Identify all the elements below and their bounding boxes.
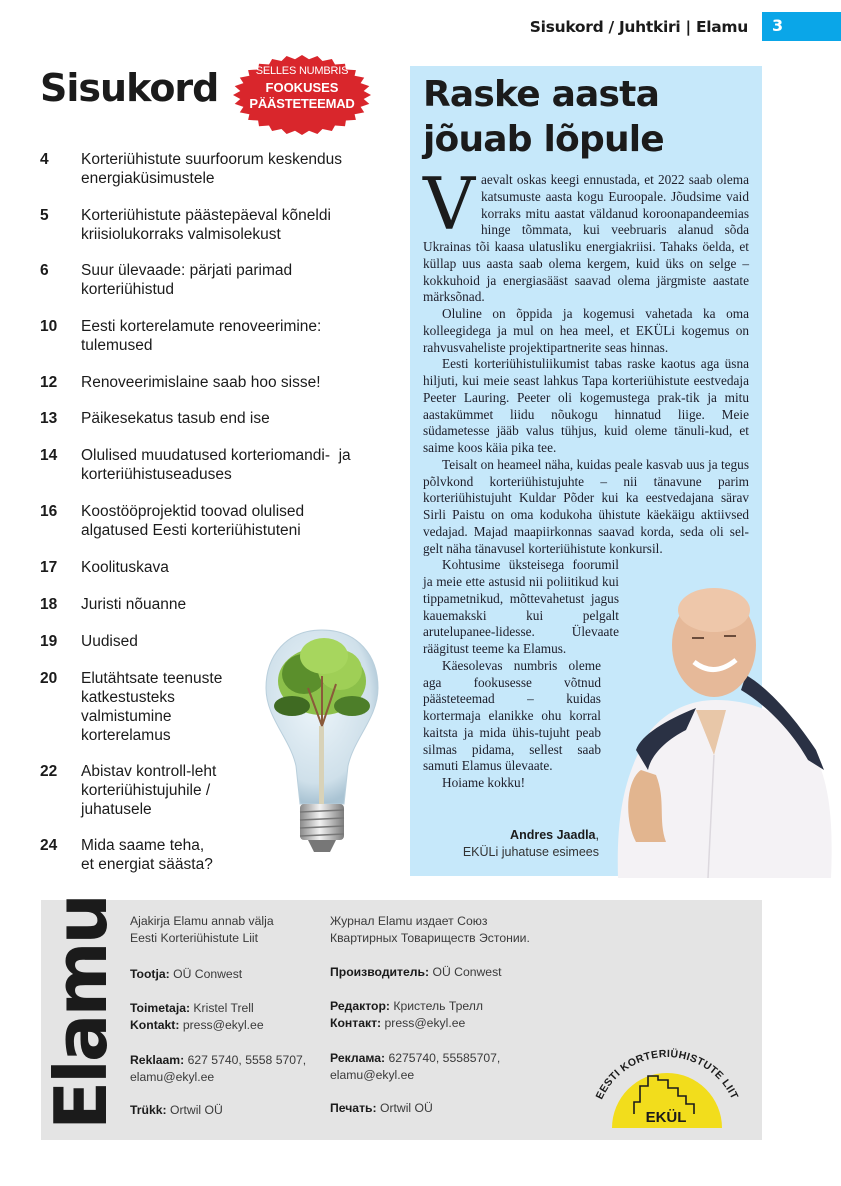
ads-line: Реклама: 6275740, 55585707,	[330, 1051, 501, 1065]
toc-item[interactable]	[40, 261, 385, 299]
editorial-title: Raske aasta jõuab lõpule	[423, 74, 664, 160]
focus-badge	[232, 54, 372, 136]
toc-label: Korteriühistute suurfoorum keskendus energiaküsimustele	[81, 151, 343, 187]
drop-cap: V	[423, 162, 475, 246]
publisher-line: Журнал Elamu издает Союз	[330, 914, 488, 928]
editorial-paragraph: Käesolevas numbris oleme aga fookusesse võtnud päästeteemad – kuidas kortermaja elanikke ohu korral kaitsta ja mida ühis-tujuht peab silmas pidama, sellest saab samuti Elamus ülevaate.	[423, 657, 601, 774]
toc-label: Suur ülevaade: pärjati parimad korteriühistud	[81, 262, 293, 298]
badge-line-3: PÄÄSTETEEMAD	[249, 96, 355, 111]
ekyl-arc-text: EESTI KORTERIÜHISTUTE LIIT	[593, 1047, 741, 1102]
editorial-paragraph: Hoiame kokku!	[442, 775, 526, 790]
signature-role: EKÜLi juhatuse esimees	[462, 845, 599, 859]
toc-item[interactable]	[40, 373, 385, 392]
toc-item[interactable]	[40, 150, 385, 188]
toc-item[interactable]	[40, 409, 385, 428]
publisher-line: Квартирных Товариществ Эстонии.	[330, 931, 530, 945]
toc-page: 13	[40, 410, 58, 427]
toc-page: 17	[40, 559, 58, 576]
toc-label: Koostööprojektid toovad olulised algatused Eesti korteriühistuteni	[81, 503, 305, 539]
toc-page: 16	[40, 503, 58, 520]
toc-page: 22	[40, 763, 58, 780]
toc-page: 5	[40, 207, 49, 224]
toc-label: Uudised	[81, 633, 138, 650]
toc-item[interactable]	[40, 206, 385, 244]
toc-item[interactable]	[40, 502, 385, 540]
running-head: Sisukord / Juhtkiri | Elamu	[529, 18, 748, 36]
producer-line: Tootja: OÜ Conwest	[130, 967, 243, 981]
toc-title: Sisukord	[40, 66, 219, 110]
signature-name: Andres Jaadla	[510, 828, 596, 842]
editorial-paragraph: Eesti korteriühistuliikumist tabas raske kaotus aga üsna hiljuti, kui meie seast lahkus Tapa korteriühistute eestvedaja Peeter Lauring. Peeter oli kogemustega prak-tik ja mitu aastakümmet liidu nõukogu hinnatud liige. Meie südametesse jääb valus tühjus, kuid oleme tänuli-kud, et saime koos käia pika tee.	[423, 356, 749, 455]
toc-label: Olulised muudatused korteriomandi- ja korteriühistuseaduses	[81, 447, 351, 483]
print-line: Печать: Ortwil OÜ	[330, 1101, 433, 1115]
ekyl-logo	[582, 1046, 752, 1132]
toc-label: Koolituskava	[81, 559, 169, 576]
toc-page: 6	[40, 262, 49, 279]
page-number: 3	[762, 12, 841, 41]
contact-line[interactable]: Контакт: press@ekyl.ee	[330, 1016, 466, 1030]
publisher-line: Eesti Korteriühistute Liit	[130, 931, 259, 945]
producer-line: Производитель: OÜ Conwest	[330, 965, 502, 979]
elamu-logo: Elamu	[39, 896, 123, 1130]
editorial-paragraph: Kohtusime üksteisega foorumil ja meie ette astusid nii poliitikud kui tippametnikud, mõttevahetust jagus kauemakski kui pelgalt arutelupanee-lidesse. Ülevaate räägitust teeme ka Elamus.	[423, 557, 619, 656]
ekyl-abbr: EKÜL	[645, 1109, 687, 1126]
toc-label: Abistav kontroll-leht korteriühistujuhile / juhatusele	[81, 763, 217, 818]
badge-line-2: FOOKUSES	[265, 80, 339, 95]
editorial-paragraph: Vaevalt oskas keegi ennustada, et 2022 saab olema katsumuste aasta kogu Euroopale. Jõudsime vaid korraks mitu aastat väldanud koroonapandeemias hinge tõmmata, kui veebruaris alanud sõda Ukrainas tõi kaasa ulatusliku energiakriisi. Tahaks öelda, et küllap uus aasta saab olema kergem, kuid üks on selge – kokkuhoid ja energiasääst saavad olema järgmiste aastate märksõnad.	[423, 162, 749, 305]
editorial-paragraph: Oluline on õppida ja kogemusi vahetada ka oma kolleegidega ja mul on hea meel, et EKÜLi kogemus on rahvusvaheliste projektipartnerite seas hinnas.	[423, 306, 749, 355]
editorial-paragraph: Teisalt on heameel näha, kuidas peale kasvab uus ja tegus põlvkond korteriühistujuhte – nii tänavune parim korteriühistujuht Kuldar Põder kui ka eestvedajana särav Sirli Paistu on oma kodukoha ühistute käekäigu aktiivsed vedajad. Majad maapiirkonnas saavad korda, seda oli sel-gelt näha tänavusel korteriühistute konkursil.	[423, 456, 750, 556]
publisher-line: Ajakirja Elamu annab välja	[130, 914, 274, 928]
toc-item[interactable]	[40, 595, 385, 614]
toc-label: Juristi nõuanne	[81, 596, 187, 613]
toc-page: 14	[40, 447, 58, 464]
toc-label: Korteriühistute päästepäeval kõneldi kriisiolukorraks valmisolekust	[81, 207, 331, 243]
toc-label: Mida saame teha, et energiat säästa?	[81, 837, 213, 873]
lightbulb-tree-image	[262, 626, 382, 856]
signature: Andres Jaadla, EKÜLi juhatuse esimees	[423, 827, 599, 861]
toc-page: 24	[40, 837, 58, 854]
toc-page: 10	[40, 318, 58, 335]
toc-label: Eesti korterelamute renoveerimine: tulemused	[81, 318, 322, 354]
author-portrait-photo	[596, 580, 841, 878]
ads-line: Reklaam: 627 5740, 5558 5707,	[130, 1053, 307, 1067]
toc-label: Renoveerimislaine saab hoo sisse!	[81, 374, 321, 391]
toc-label: Elutähtsate teenuste katkestusteks valmistumine korterelamus	[81, 670, 223, 744]
ads-email[interactable]: elamu@ekyl.ee	[130, 1070, 215, 1084]
editor-line: Редактор: Кристель Трелл	[330, 999, 483, 1013]
toc-page: 20	[40, 670, 58, 687]
badge-line-1: SELLES NUMBRIS	[255, 65, 349, 77]
toc-item[interactable]	[40, 317, 385, 355]
editor-line: Toimetaja: Kristel Trell	[130, 1001, 254, 1015]
toc-item[interactable]	[40, 446, 385, 484]
ads-email[interactable]: elamu@ekyl.ee	[330, 1068, 415, 1082]
toc-label: Päikesekatus tasub end ise	[81, 410, 270, 427]
print-line: Trükk: Ortwil OÜ	[130, 1103, 223, 1117]
toc-page: 19	[40, 633, 58, 650]
toc-page: 12	[40, 374, 58, 391]
contact-line[interactable]: Kontakt: press@ekyl.ee	[130, 1018, 264, 1032]
toc-item[interactable]	[40, 558, 385, 577]
toc-page: 4	[40, 151, 49, 168]
toc-page: 18	[40, 596, 58, 613]
